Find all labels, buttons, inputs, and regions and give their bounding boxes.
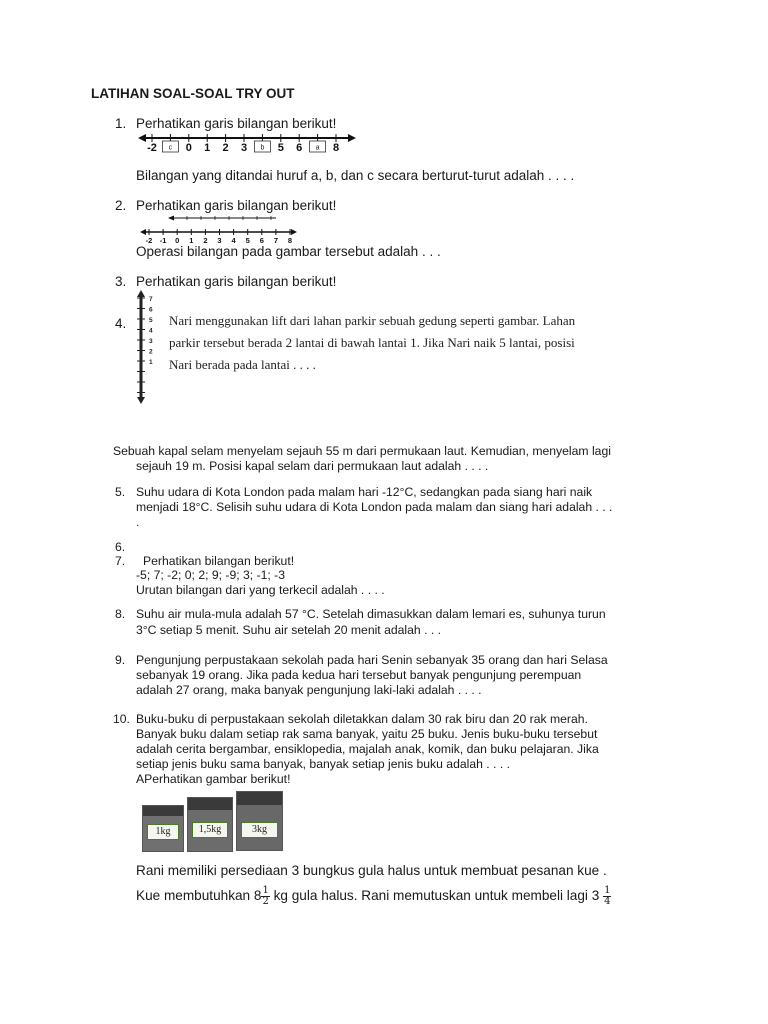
q9-line-1: Pengunjung perpustakaan sekolah pada hari Senin sebanyak 35 orang dan hari Selasa <box>136 653 608 667</box>
bag-label: 3kg <box>241 822 278 838</box>
q10-line-1: Buku-buku di perpustakaan sekolah diletakkan dalam 30 rak biru dan 20 rak merah. <box>136 712 588 726</box>
q4-tick-label: 2 <box>149 348 153 356</box>
q1-tick-label: 1 <box>204 142 211 154</box>
q7-number: 7. <box>115 554 126 568</box>
rani-line-2-part-2: kg gula halus. Rani memutuskan untuk membeli lagi 3 <box>273 888 600 904</box>
q3-number: 3. <box>115 274 127 289</box>
q1-prompt: Perhatikan garis bilangan berikut! <box>136 116 337 131</box>
q2-tick-label: 2 <box>203 236 208 245</box>
q6-number: 6. <box>115 540 126 554</box>
q1-tick-label: 5 <box>277 142 284 154</box>
q2-tick-label: 6 <box>259 236 264 245</box>
q2-tick-label: 7 <box>273 236 278 245</box>
q8-line-1: Suhu air mula-mula adalah 57 °C. Setelah dimasukkan dalam lemari es, suhunya turun <box>136 607 606 621</box>
q1-tick-label: 3 <box>240 142 248 154</box>
q1-tick-label: a <box>315 144 320 152</box>
q2-tick-label: 0 <box>175 236 180 245</box>
q10-line-3: adalah cerita bergambar, ensiklopedia, majalah anak, komik, dan buku pelajaran. Jika <box>136 742 599 756</box>
kapal-line-1: Sebuah kapal selam menyelam sejauh 55 m dari permukaan laut. Kemudian, menyelam lagi <box>113 444 611 458</box>
q10-line-2: Banyak buku dalam setiap rak sama banyak, yaitu 25 buku. Jenis buku-buku tersebut <box>136 727 598 741</box>
q10-number: 10. <box>113 712 130 726</box>
bag-label: 1kg <box>147 824 179 840</box>
q7-prompt: Perhatikan bilangan berikut! <box>143 554 295 568</box>
q1-tick-label: 0 <box>185 142 192 154</box>
q2-number: 2. <box>115 198 127 213</box>
q2-tick-label: 3 <box>217 236 222 245</box>
q2-tick-label: 5 <box>245 236 250 245</box>
q9-number: 9. <box>115 653 126 667</box>
q1-tick-label: c <box>168 144 173 152</box>
bag-label: 1,5kg <box>192 822 228 838</box>
q5-line-2: menjadi 18°C. Selisih suhu udara di Kota London pada malam dan siang hari adalah . . . <box>136 500 613 514</box>
rani-line-2-part-1: Kue membutuhkan 8 <box>136 888 262 904</box>
q2-tick-label: 1 <box>189 236 194 245</box>
q4-tick-label: 3 <box>149 338 153 345</box>
q4-line-1: Nari menggunakan lift dari lahan parkir sebuah gedung seperti gambar. Lahan <box>169 313 576 328</box>
q2-tick-label: -1 <box>159 236 167 245</box>
q2-prompt: Perhatikan garis bilangan berikut! <box>136 198 337 213</box>
q5-line-3: . <box>136 515 140 529</box>
q8-line-2: 3°C setiap 5 menit. Suhu air setelah 20 menit adalah . . . <box>136 623 441 637</box>
q3-prompt: Perhatikan garis bilangan berikut! <box>136 274 337 289</box>
q1-tick-label: 2 <box>222 142 229 154</box>
q1-tick-label: b <box>260 144 265 152</box>
sugar-bag-3kg-image <box>236 791 283 851</box>
q7-numbers: -5; 7; -2; 0; 2; 9; -9; 3; -1; -3 <box>136 568 286 582</box>
q9-line-3: adalah 27 orang, maka banyak pengunjung laki-laki adalah . . . . <box>136 683 482 697</box>
q2-number-line <box>140 212 300 246</box>
q4-tick-label: 5 <box>149 317 153 324</box>
q1-tick-label: -2 <box>147 142 157 154</box>
rani-line-1: Rani memiliki persediaan 3 bungkus gula halus untuk membuat pesanan kue . <box>136 863 607 878</box>
q1-question: Bilangan yang ditandai huruf a, b, dan c secara berturut-turut adalah . . . . <box>136 168 575 183</box>
q1-number-line <box>138 128 358 154</box>
q4-number: 4. <box>115 316 127 331</box>
q4-line-3: Nari berada pada lantai . . . . <box>169 357 316 372</box>
q2-question: Operasi bilangan pada gambar tersebut adalah . . . <box>136 244 441 259</box>
q4-tick-label: 4 <box>149 327 153 335</box>
q4-line-2: parkir tersebut berada 2 lantai di bawah lantai 1. Jika Nari naik 5 lantai, posisi <box>169 335 575 350</box>
q7-question: Urutan bilangan dari yang terkecil adalah . . . . <box>136 583 385 597</box>
q2-tick-label: 4 <box>231 236 236 245</box>
q9-line-2: sebanyak 19 orang. Jika pada kedua hari tersebut banyak pengunjung perempuan <box>136 668 582 682</box>
q2-tick-label: 8 <box>287 236 293 245</box>
q10-line-5: APerhatikan gambar berikut! <box>136 772 291 786</box>
q8-number: 8. <box>115 607 126 621</box>
q4-tick-label: 1 <box>149 359 153 366</box>
q10-line-4: setiap jenis buku sama banyak, banyak setiap jenis buku adalah . . . . <box>136 757 510 771</box>
page-title: LATIHAN SOAL-SOAL TRY OUT <box>91 86 295 101</box>
sugar-bag-1-5kg-image <box>187 797 233 852</box>
q4-tick-label: 7 <box>149 296 153 303</box>
fraction-one-quarter: $\frac{1}{4}$ <box>604 885 611 907</box>
q5-number: 5. <box>115 485 126 499</box>
kapal-line-2: sejauh 19 m. Posisi kapal selam dari permukaan laut adalah . . . . <box>136 459 489 473</box>
q1-tick-label: 6 <box>296 142 303 154</box>
q1-tick-label: 8 <box>332 142 340 154</box>
sugar-bag-1kg-image <box>142 805 184 852</box>
q5-line-1: Suhu udara di Kota London pada malam hari -12°C, sedangkan pada siang hari naik <box>136 485 593 499</box>
q4-tick-label: 6 <box>149 306 153 314</box>
q4-vertical-number-line <box>132 290 156 404</box>
fraction-one-half: $\frac{1}{2}$ <box>262 885 269 907</box>
rani-line-2 <box>136 886 681 907</box>
q2-tick-label: -2 <box>145 236 153 245</box>
q1-number: 1. <box>115 116 127 131</box>
